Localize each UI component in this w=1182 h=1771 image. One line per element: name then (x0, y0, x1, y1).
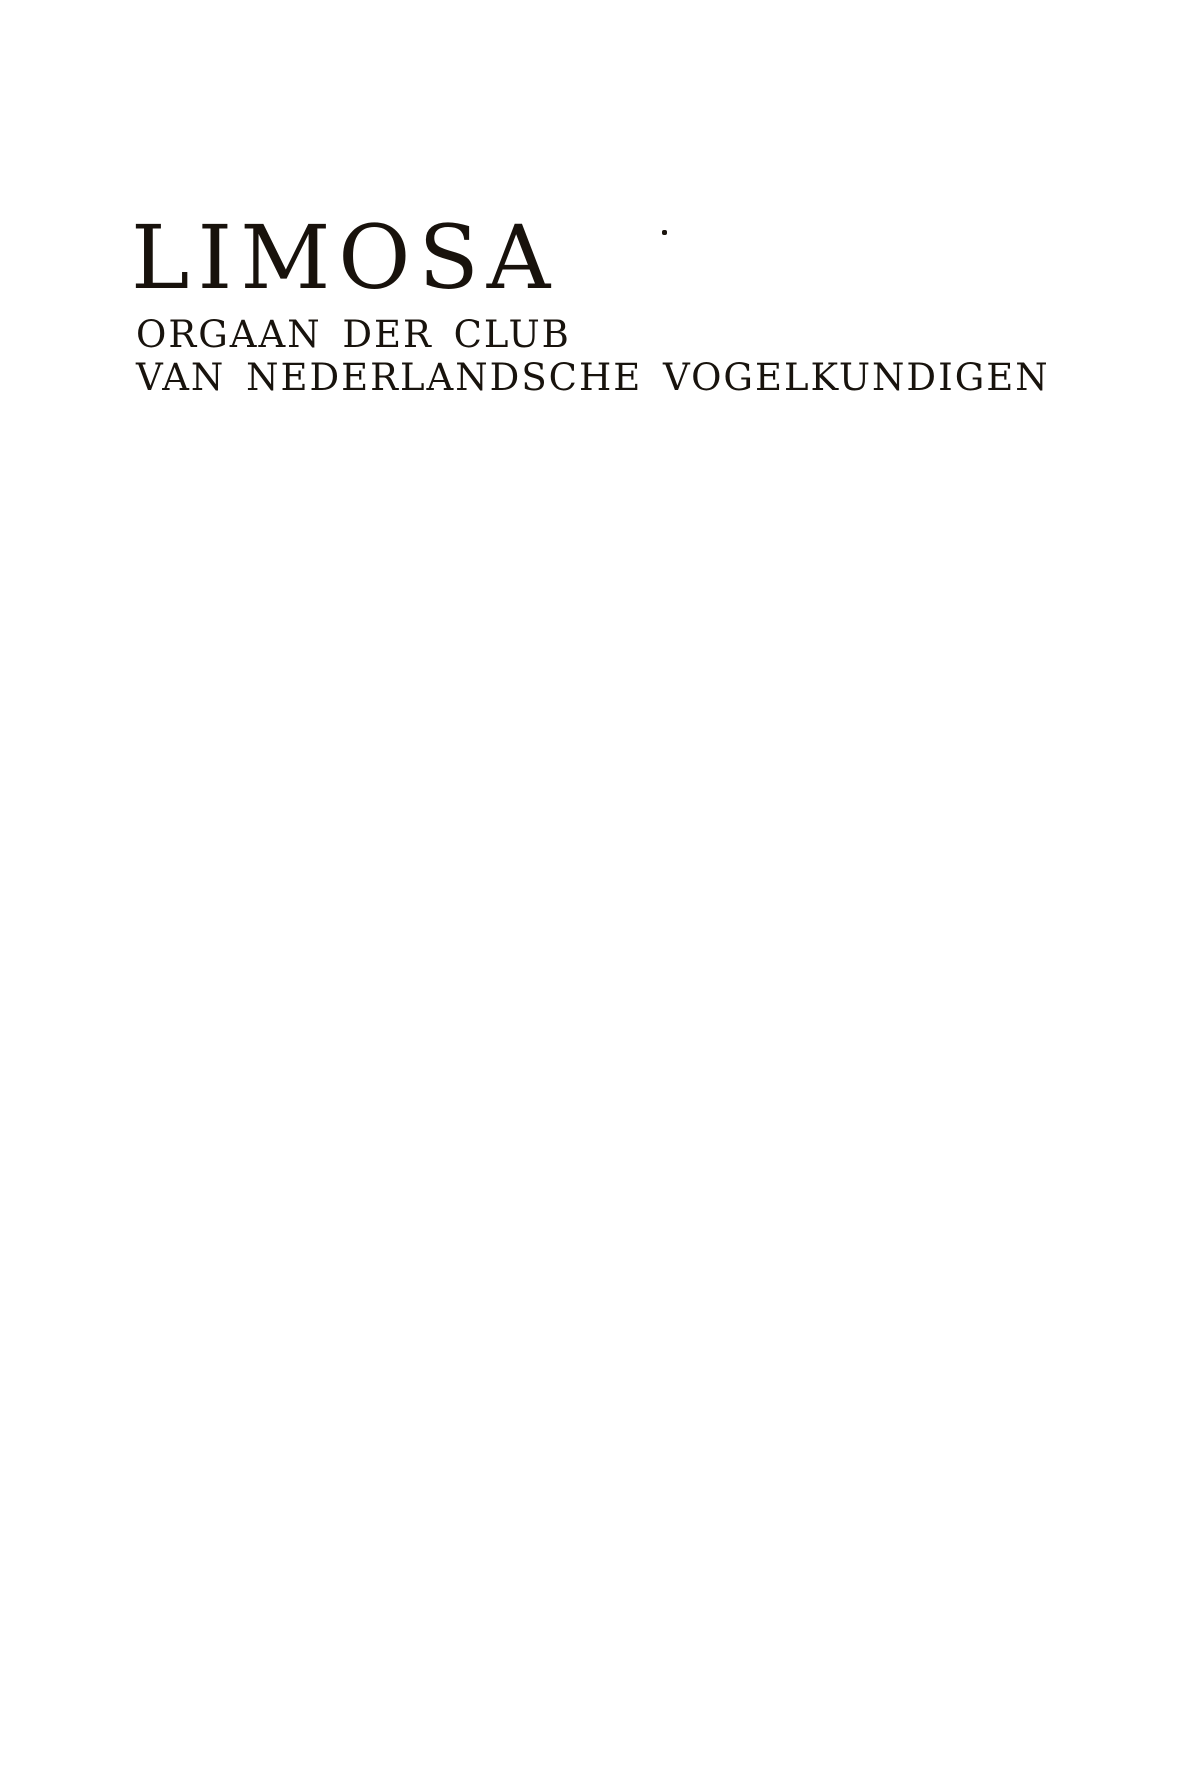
journal-title: LIMOSA (131, 206, 559, 309)
subtitle-line-2: VAN NEDERLANDSCHE VOGELKUNDIGEN (136, 356, 1050, 399)
subtitle-line-1: ORGAAN DER CLUB (136, 313, 571, 356)
stray-ink-dot-mark (662, 230, 667, 235)
journal-subtitle (136, 313, 1050, 399)
